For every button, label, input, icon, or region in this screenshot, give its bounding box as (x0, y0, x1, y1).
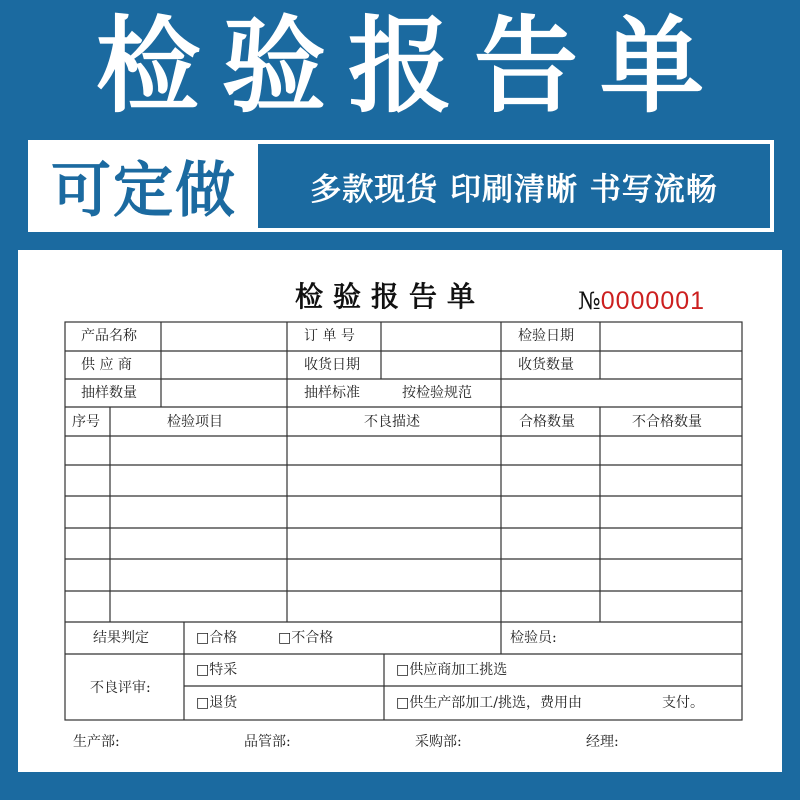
label-inspector: 检验员: (510, 630, 557, 646)
col-seq: 序号 (72, 414, 100, 430)
sign-quality: 品管部: (244, 734, 291, 750)
checkbox-return[interactable]: □退货 (196, 695, 238, 711)
sign-manager: 经理: (586, 734, 619, 750)
custom-badge: 可定做 (51, 156, 237, 226)
checkbox-fail[interactable]: □不合格 (278, 630, 334, 646)
serial-prefix: № (578, 287, 601, 315)
checkbox-production-pick[interactable]: □供生产部加工/挑选，费用由 (396, 695, 582, 711)
banner-title: 检验报告单 (95, 5, 726, 127)
form-border (65, 322, 742, 720)
label-inspection-date: 检验日期 (518, 328, 574, 344)
label-product-name: 产品名称 (81, 328, 137, 344)
col-defect: 不良描述 (364, 414, 420, 430)
label-sample-qty: 抽样数量 (81, 385, 137, 401)
col-item: 检验项目 (167, 414, 223, 430)
label-result: 结果判定 (93, 630, 149, 646)
col-fail-qty: 不合格数量 (632, 414, 702, 430)
label-receipt-qty: 收货数量 (518, 357, 574, 373)
label-sample-standard: 抽样标准 (304, 385, 360, 401)
label-review: 不良评审: (90, 680, 151, 696)
label-receipt-date: 收货日期 (304, 357, 360, 373)
col-pass-qty: 合格数量 (519, 414, 575, 430)
label-order-no: 订 单 号 (304, 328, 355, 344)
checkbox-supplier-pick[interactable]: □供应商加工挑选 (396, 662, 508, 678)
serial-value: 0000001 (600, 287, 706, 315)
label-pay: 支付。 (662, 695, 704, 711)
form-title: 检验报告单 (294, 280, 485, 313)
checkbox-pass[interactable]: □合格 (196, 630, 238, 646)
sign-purchase: 采购部: (415, 734, 462, 750)
sign-production: 生产部: (73, 734, 120, 750)
checkbox-special[interactable]: □特采 (196, 662, 238, 678)
value-sample-standard: 按检验规范 (402, 385, 472, 401)
feature-slogan: 多款现货 印刷清晰 书写流畅 (258, 144, 770, 228)
label-supplier: 供 应 商 (81, 357, 132, 373)
